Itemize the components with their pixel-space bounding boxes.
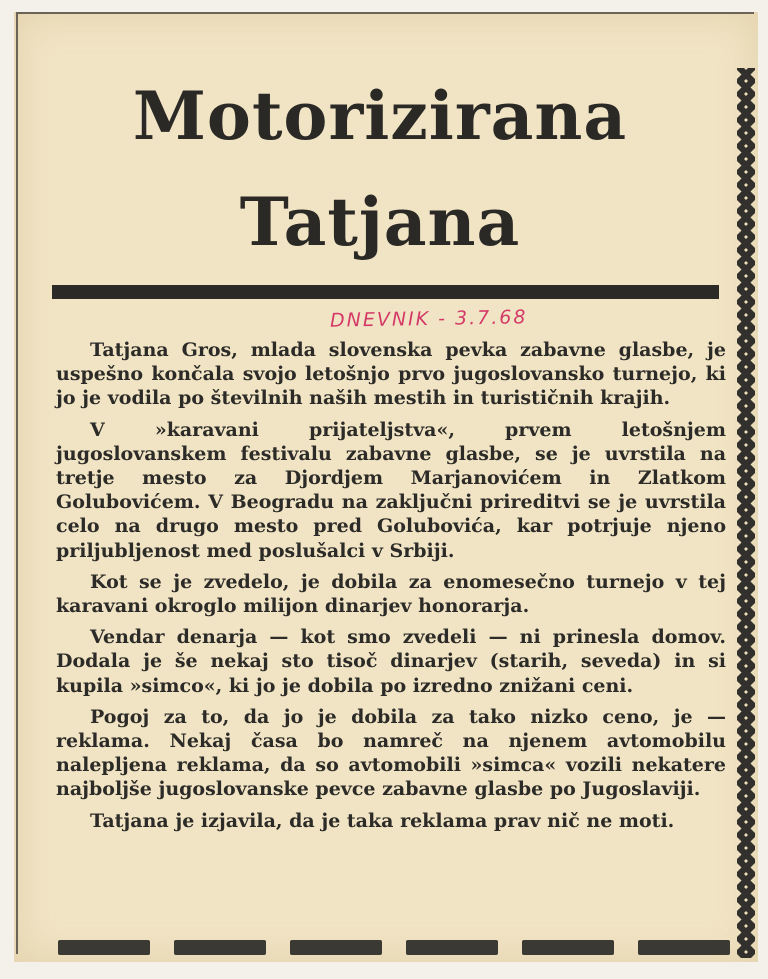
article-paragraph-5: Pogoj za to, da jo je dobila za tako nizko ceno, je — reklama. Nekaj časa bo namreč na njenem avtomobilu nalepljena reklama, da so avtomobili »simca« vozili nekatere najboljše jugoslovanske pevce zabavne glasbe po Jugoslaviji. (56, 705, 726, 801)
dash (290, 940, 382, 955)
article-paragraph-1: Tatjana Gros, mlada slovenska pevka zabavne glasbe, je uspešno končala svojo letošnjo prvo jugoslovansko turnejo, ki jo je vodila po številnih naših mestih in turističnih krajih. (56, 339, 726, 410)
dash (58, 940, 150, 955)
headline-line-1: Motorizirana (132, 77, 628, 155)
article-paragraph-2: V »karavani prijateljstva«, prvem letošnjem jugoslovanskem festivalu zabavne glasbe, se je uvrstila na tretje mesto za Djordjem Marjanovićem in Zlatkom Golubovićem. V Beogradu na zaključni prireditvi se je uvrstila celo na drugo mesto pred Golubovića, kar potrjuje njeno priljubljenost med poslušalci v Srbiji. (56, 418, 726, 562)
handwritten-date-stamp: DNEVNIK - 3.7.68 (329, 306, 528, 332)
article-paragraph-4: Vendar denarja — kot smo zvedeli — ni prinesla domov. Dodala je še nekaj sto tisoč dinarjev (starih, seveda) in si kupila »simco«, ki jo je dobila po izredno znižani ceni. (56, 626, 726, 697)
dash (522, 940, 614, 955)
diamond-border (737, 68, 755, 958)
top-border-rule (16, 12, 754, 14)
left-border-rule (16, 14, 18, 954)
dash (174, 940, 266, 955)
article-paragraph-3: Kot se je zvedelo, je dobila za enomesečno turnejo v tej karavani okroglo milijon dinarjev honorarja. (56, 570, 726, 618)
dash (406, 940, 498, 955)
bottom-dashed-rule (58, 940, 730, 956)
headline-line-2: Tatjana (239, 183, 521, 261)
headline-underline-rule (52, 285, 719, 299)
dash (638, 940, 730, 955)
article-paragraph-6: Tatjana je izjavila, da je taka reklama prav nič ne moti. (90, 809, 675, 832)
article-body (56, 338, 726, 840)
